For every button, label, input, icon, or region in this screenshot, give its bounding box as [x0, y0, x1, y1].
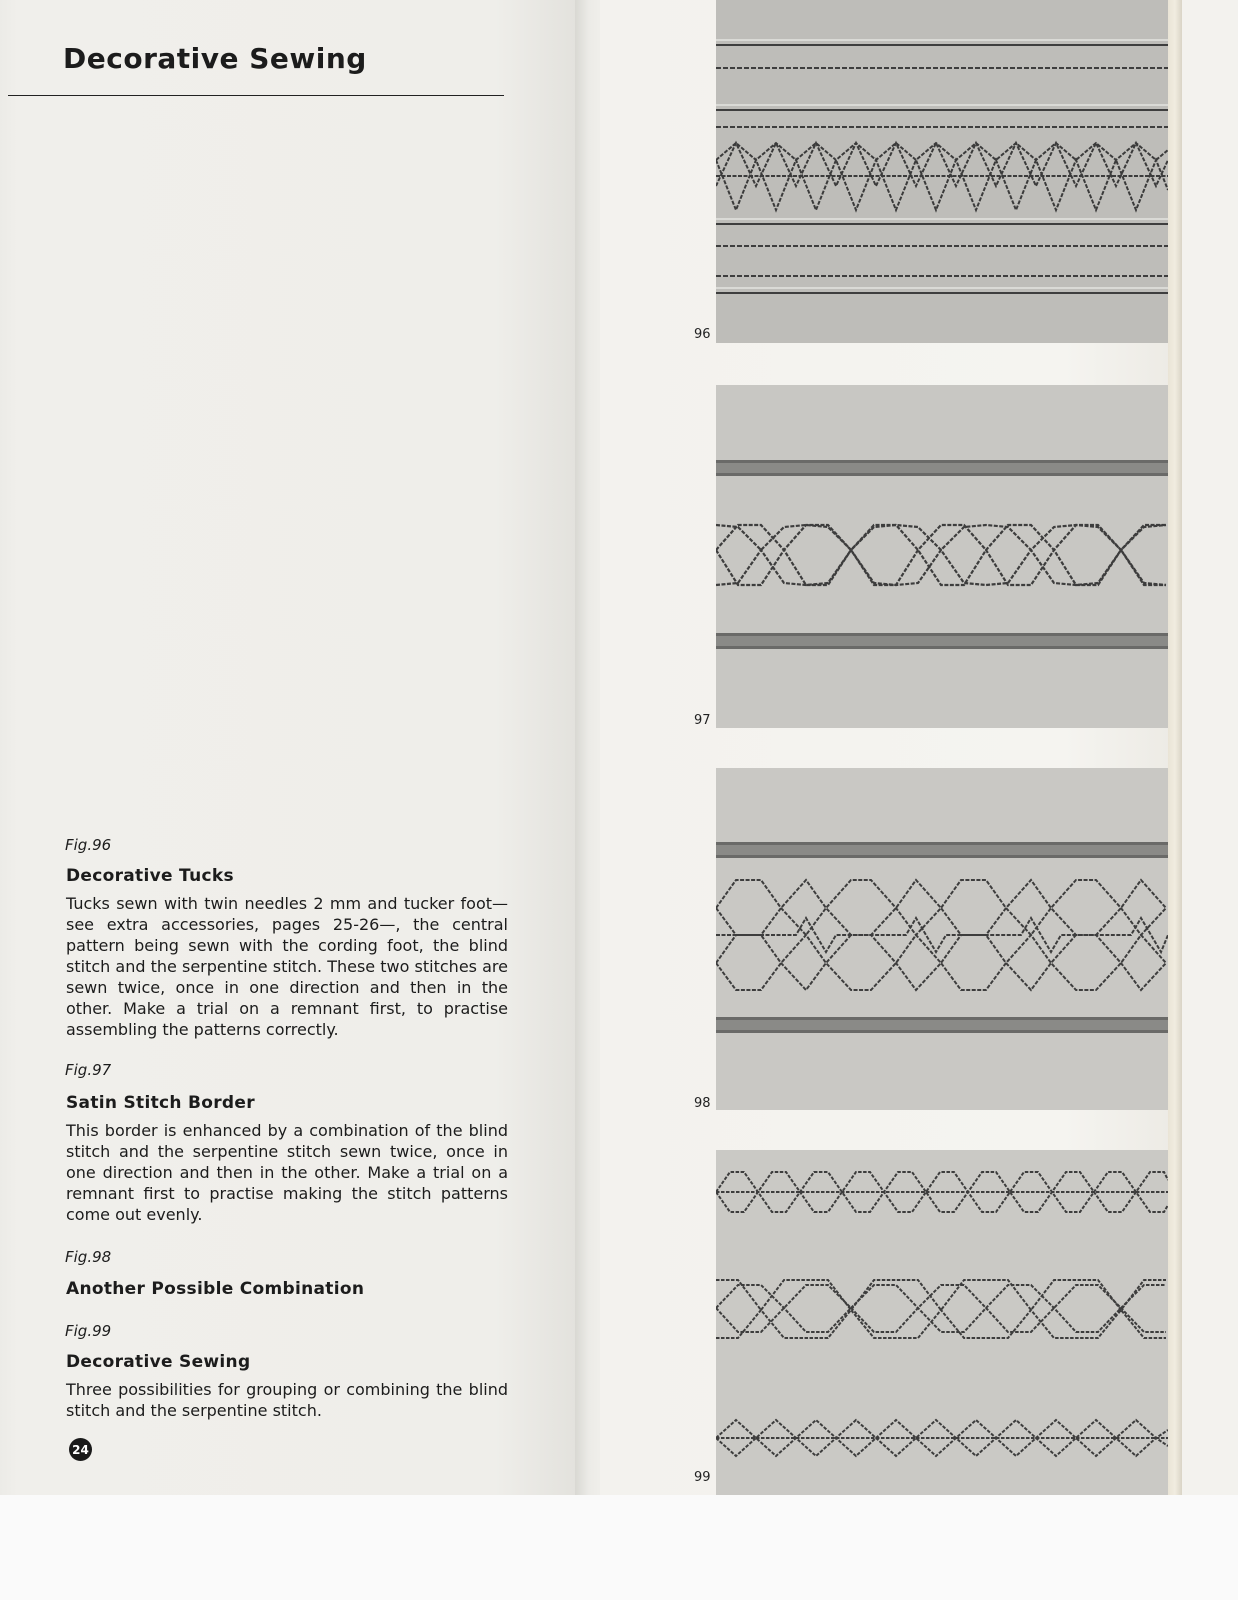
- heading-satin-stitch-border: Satin Stitch Border: [66, 1093, 255, 1113]
- fig-label-99: Fig.99: [65, 1322, 112, 1340]
- heading-decorative-tucks: Decorative Tucks: [66, 866, 234, 886]
- fabric-photo-98: [716, 768, 1168, 1110]
- fabric-photo-96: [716, 0, 1168, 343]
- fig-label-97: Fig.97: [65, 1061, 112, 1079]
- heading-decorative-sewing: Decorative Sewing: [66, 1352, 251, 1372]
- fig-label-98: Fig.98: [65, 1248, 112, 1266]
- body-decorative-tucks: Tucks sewn with twin needles 2 mm and tucker foot—see extra accessories, pages 25-26—, the central pattern being sewn with the cording foot, the blind stitch and the serpentine stitch. These two stitches are sewn twice, once in one direction and then in the other. Make a trial on a remnant first, to practise assembling the patterns correctly.: [66, 894, 508, 1039]
- page-title: Decorative Sewing: [63, 42, 367, 75]
- title-rule: [8, 95, 504, 96]
- heading-another-combination: Another Possible Combination: [66, 1279, 365, 1299]
- page-edge: [1168, 0, 1182, 1495]
- fabric-photo-99: [716, 1150, 1168, 1495]
- figure-number-99: 99: [694, 1470, 711, 1485]
- body-satin-stitch-border: This border is enhanced by a combination of the blind stitch and the serpentine stitch sewn twice, once in one direction and then in the other. Make a trial on a remnant first to practise making the stitch patterns come out evenly.: [66, 1121, 508, 1224]
- figure-number-96: 96: [694, 327, 711, 342]
- figure-number-97: 97: [694, 713, 711, 728]
- fabric-photo-97: [716, 385, 1168, 728]
- figure-number-98: 98: [694, 1096, 711, 1111]
- page-number-badge: 24: [69, 1438, 92, 1461]
- fig-label-96: Fig.96: [65, 836, 112, 854]
- scan-background: [0, 1495, 1238, 1600]
- left-page: [0, 0, 582, 1495]
- body-decorative-sewing: Three possibilities for grouping or combining the blind stitch and the serpentine stitch.: [66, 1380, 508, 1420]
